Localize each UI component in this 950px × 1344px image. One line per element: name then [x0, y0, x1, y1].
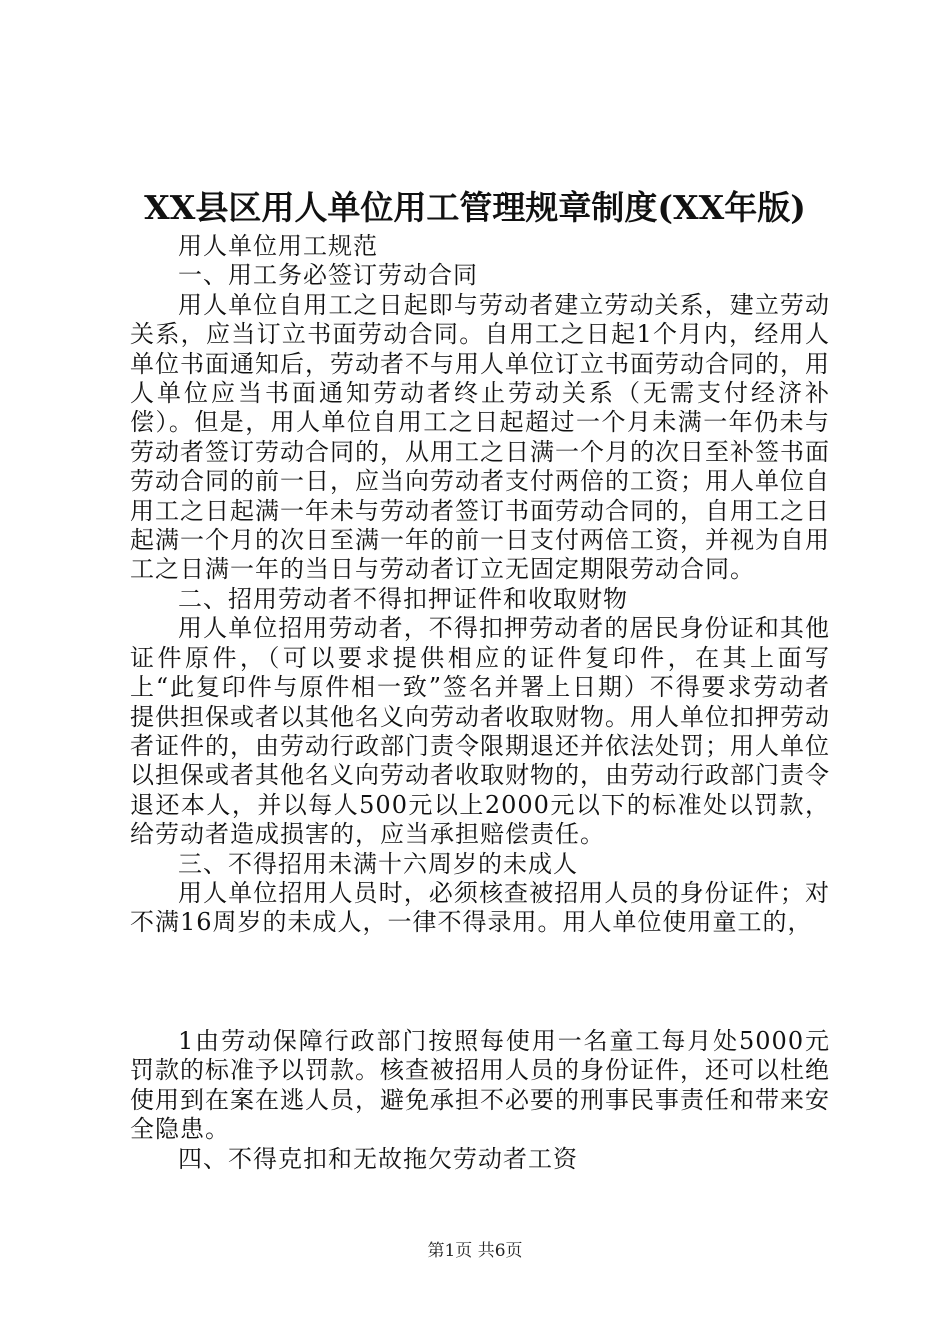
section-4-heading: 四、不得克扣和无故拖欠劳动者工资	[178, 1144, 578, 1173]
section-3-paragraph: 用人单位招用人员时，必须核查被招用人员的身份证件；对不满16周岁的未成人，一律不得录用。用人单位使用童工的，	[130, 878, 830, 937]
section-3-continuation-paragraph: 1由劳动保障行政部门按照每使用一名童工每月处5000元罚款的标准予以罚款。核查被招用人员的身份证件，还可以杜绝使用到在案在逃人员，避免承担不必要的刑事民事责任和带来安全隐患。	[130, 1027, 830, 1144]
section-3-heading: 三、不得招用未满十六周岁的未成人	[178, 849, 578, 878]
section-2-heading: 二、招用劳动者不得扣押证件和收取财物	[178, 584, 628, 613]
body-text-block-1	[130, 232, 830, 938]
page-footer: 第1页 共6页	[427, 1241, 523, 1261]
section-1-paragraph: 用人单位自用工之日起即与劳动者建立劳动关系，建立劳动关系，应当订立书面劳动合同。自用工之日起1个月内，经用人单位书面通知后，劳动者不与用人单位订立书面劳动合同的，用人单位应当书面通知劳动者终止劳动关系（无需支付经济补偿）。但是，用人单位自用工之日起超过一个月未满一年仍未与劳动者签订劳动合同的，从用工之日满一个月的次日至补签书面劳动合同的前一日，应当向劳动者支付两倍的工资；用人单位自用工之日起满一年未与劳动者签订书面劳动合同的，自用工之日起满一个月的次日至满一年的前一日支付两倍工资，并视为自用工之日满一年的当日与劳动者订立无固定期限劳动合同。	[130, 290, 830, 584]
section-intro-heading: 用人单位用工规范	[178, 232, 378, 260]
body-text-block-2	[130, 1027, 830, 1174]
section-1-heading: 一、用工务必签订劳动合同	[178, 261, 478, 290]
section-2-paragraph: 用人单位招用劳动者，不得扣押劳动者的居民身份证和其他证件原件，（可以要求提供相应的证件复印件，在其上面写上“此复印件与原件相一致”签名并署上日期）不得要求劳动者提供担保或者以其他名义向劳动者收取财物。用人单位扣押劳动者证件的，由劳动行政部门责令限期退还并依法处罚；用人单位以担保或者其他名义向劳动者收取财物的，由劳动行政部门责令退还本人，并以每人500元以上2000元以下的标准处以罚款，给劳动者造成损害的，应当承担赔偿责任。	[130, 614, 830, 849]
document-title: XX县区用人单位用工管理规章制度(XX年版)	[144, 188, 806, 227]
